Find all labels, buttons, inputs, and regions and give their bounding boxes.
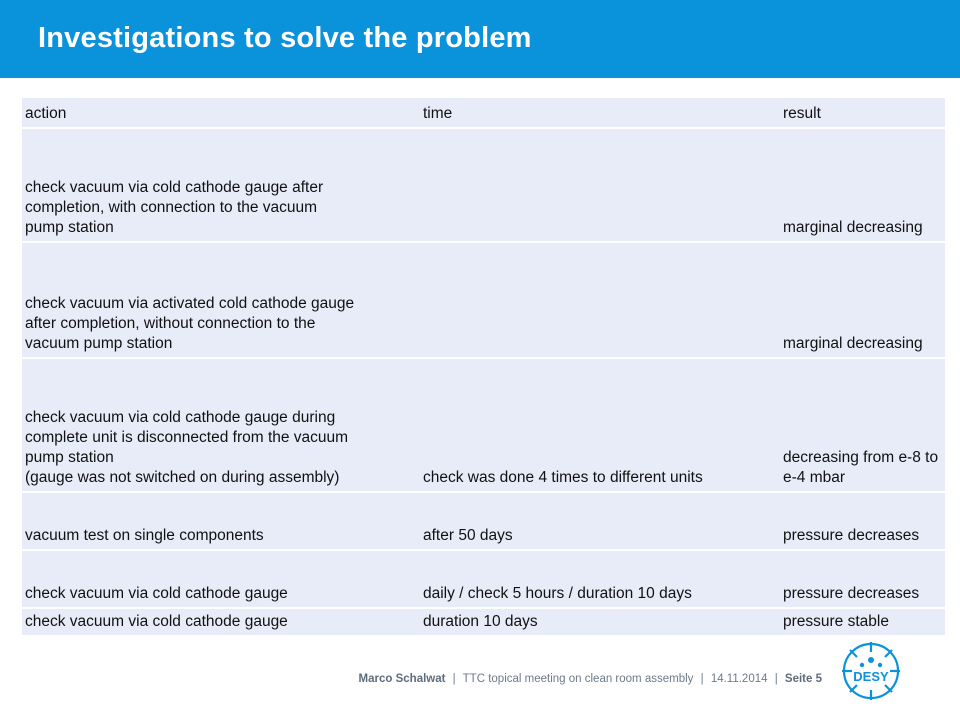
table-row <box>22 242 945 358</box>
cell-action-line: check vacuum via cold cathode gauge <box>25 585 288 602</box>
cell-action <box>22 128 420 242</box>
slide-footer <box>0 673 822 685</box>
cell-time <box>420 550 780 608</box>
cell-action <box>22 242 420 358</box>
cell-action-line: check vacuum via cold cathode gauge <box>25 613 288 630</box>
cell-action-line: completion, with connection to the vacuum <box>25 199 318 216</box>
cell-action-line: pump station <box>25 449 114 466</box>
cell-time-text: duration 10 days <box>423 613 538 630</box>
cell-time-text: daily / check 5 hours / duration 10 days <box>423 585 692 602</box>
cell-action-line: (gauge was not switched on during assembly) <box>25 469 340 486</box>
cell-action <box>22 608 420 636</box>
cell-action-line: after completion, without connection to the <box>25 315 316 332</box>
cell-action <box>22 550 420 608</box>
cell-result-text: marginal decreasing <box>783 219 923 236</box>
footer-author: Marco Schalwat <box>358 673 446 685</box>
logo-text: DESY <box>853 669 889 684</box>
table-header-row <box>22 98 945 128</box>
cell-action-line: pump station <box>25 219 114 236</box>
cell-action-line: check vacuum via cold cathode gauge during <box>25 409 336 426</box>
table-row <box>22 492 945 550</box>
cell-action-line: check vacuum via activated cold cathode gauge <box>25 295 355 312</box>
table-row <box>22 608 945 636</box>
cell-time <box>420 128 780 242</box>
cell-action-line: vacuum test on single components <box>25 527 264 544</box>
cell-result <box>780 128 945 242</box>
cell-action-line: complete unit is disconnected from the vacuum <box>25 429 349 446</box>
cell-action-line: check vacuum via cold cathode gauge after <box>25 179 324 196</box>
cell-time <box>420 242 780 358</box>
footer-separator: | <box>774 673 778 685</box>
table-row <box>22 550 945 608</box>
cell-time-text: after 50 days <box>423 527 513 544</box>
cell-result <box>780 550 945 608</box>
footer-date: 14.11.2014 <box>710 673 768 685</box>
slide-header <box>0 0 960 78</box>
investigations-table <box>22 98 945 637</box>
cell-result-text: pressure decreases <box>783 527 920 544</box>
footer-separator: | <box>452 673 456 685</box>
table-row <box>22 358 945 492</box>
footer-separator: | <box>700 673 704 685</box>
cell-time <box>420 358 780 492</box>
header-cell-result: result <box>780 98 945 128</box>
cell-action <box>22 492 420 550</box>
table-row <box>22 128 945 242</box>
cell-result <box>780 242 945 358</box>
cell-action-line: vacuum pump station <box>25 335 173 352</box>
footer-event: TTC topical meeting on clean room assembly <box>462 673 694 685</box>
desy-logo-icon <box>840 640 902 702</box>
cell-time <box>420 492 780 550</box>
cell-result <box>780 358 945 492</box>
cell-result-text: marginal decreasing <box>783 335 923 352</box>
header-cell-action: action <box>22 98 420 128</box>
cell-result <box>780 608 945 636</box>
cell-result-text: decreasing from e-8 to e-4 mbar <box>783 449 939 486</box>
cell-result-text: pressure stable <box>783 613 889 630</box>
cell-result-text: pressure decreases <box>783 585 920 602</box>
cell-action <box>22 358 420 492</box>
footer-page-number: Seite 5 <box>784 673 822 685</box>
slide-title: Investigations to solve the problem <box>38 22 532 54</box>
cell-time <box>420 608 780 636</box>
cell-time-text: check was done 4 times to different units <box>423 469 703 486</box>
cell-result <box>780 492 945 550</box>
header-cell-time: time <box>420 98 780 128</box>
